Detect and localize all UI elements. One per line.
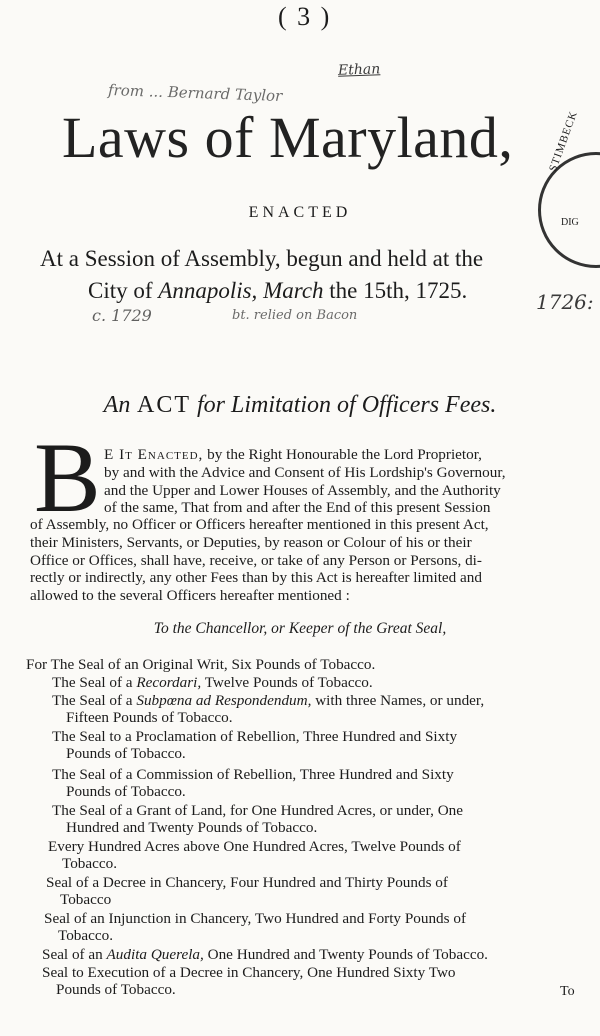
clause-line-3: and the Upper and Lower Houses of Assembly, and the Authority xyxy=(104,481,501,499)
clause-line-5: of Assembly, no Officer or Officers hereafter mentioned in this present Act, xyxy=(30,516,489,533)
fee-item: Seal to Execution of a Decree in Chancery, One Hundred Sixty Two Pounds of Tobacco. xyxy=(42,964,456,999)
clause-line-4: of the same, That from and after the End of this present Session xyxy=(104,499,491,517)
fee-item: The Seal of a Subpœna ad Respondendum, with three Names, or under, Fifteen Pounds of Tobacco. xyxy=(52,692,485,727)
catchword: To xyxy=(560,984,575,999)
clause-line-9: allowed to the several Officers hereafter mentioned : xyxy=(30,587,350,605)
fee-item: The Seal of a Commission of Rebellion, Three Hundred and Sixty Pounds of Tobacco. xyxy=(52,766,454,801)
stamp-text: STIMBECK xyxy=(547,109,581,174)
fee-item: The Seal of a Grant of Land, for One Hundred Acres, or under, One Hundred and Twenty Pounds of Tobacco. xyxy=(52,802,463,837)
fee-item: Seal of an Audita Querela, One Hundred and Twenty Pounds of Tobacco. xyxy=(42,946,488,963)
enacting-clause-indented xyxy=(104,446,506,517)
fee-item: Every Hundred Acres above One Hundred Acres, Twelve Pounds of Tobacco. xyxy=(48,838,461,873)
session-city: Annapolis, xyxy=(158,278,258,303)
session-month: March xyxy=(257,278,324,303)
section-heading-chancellor: To the Chancellor, or Keeper of the Great Seal, xyxy=(153,620,447,637)
clause-line-1: E It Enacted, by the Right Honourable the Lord Proprietor, xyxy=(104,446,482,463)
document-title: Laws of Maryland, xyxy=(62,105,514,170)
clause-line-2: by and with the Advice and Consent of His Lordship's Governour, xyxy=(104,463,506,481)
page-number: ( 3 ) xyxy=(278,2,332,31)
handwritten-year: 1726: xyxy=(536,290,594,314)
clause-line-8: rectly or indirectly, any other Fees than by this Act is hereafter limited and xyxy=(30,569,482,587)
session-line-1: At a Session of Assembly, begun and held at the xyxy=(40,246,484,271)
handwritten-note-bacon: bt. relied on Bacon xyxy=(232,308,358,323)
stamp-text-inner: DIG xyxy=(561,217,579,228)
clause-line-7: Office or Offices, shall have, receive, or take of any Person or Persons, di- xyxy=(30,551,482,569)
handwritten-annotation-provenance: from ... Bernard Taylor xyxy=(107,80,283,106)
handwritten-annotation-top: Ethan xyxy=(337,61,381,79)
fee-item: The Seal to a Proclamation of Rebellion, Three Hundred and Sixty Pounds of Tobacco. xyxy=(52,728,458,763)
act-title-suffix: for Limitation of Officers Fees. xyxy=(191,392,497,418)
act-title-word: ACT xyxy=(130,392,192,418)
session-prefix: City of xyxy=(88,278,159,303)
enacting-clause-full xyxy=(30,516,489,605)
drop-cap: B xyxy=(34,422,101,533)
fee-item: Seal of a Decree in Chancery, Four Hundred and Thirty Pounds of Tobacco xyxy=(46,874,448,909)
handwritten-note-year: c. 1729 xyxy=(92,306,152,325)
clause-line-6: their Ministers, Servants, or Deputies, by reason or Colour of his or their xyxy=(30,533,472,551)
enacted-label: ENACTED xyxy=(248,204,352,221)
session-line-2 xyxy=(88,278,467,304)
fee-item: The Seal of a Recordari, Twelve Pounds of Tobacco. xyxy=(52,674,373,691)
act-title xyxy=(0,392,600,419)
act-title-prefix: An xyxy=(103,392,131,418)
session-date: the 15th, 1725. xyxy=(323,278,468,303)
fee-item: For The Seal of an Original Writ, Six Pounds of Tobacco. xyxy=(26,656,376,673)
fee-item: Seal of an Injunction in Chancery, Two Hundred and Forty Pounds of Tobacco. xyxy=(44,910,467,945)
